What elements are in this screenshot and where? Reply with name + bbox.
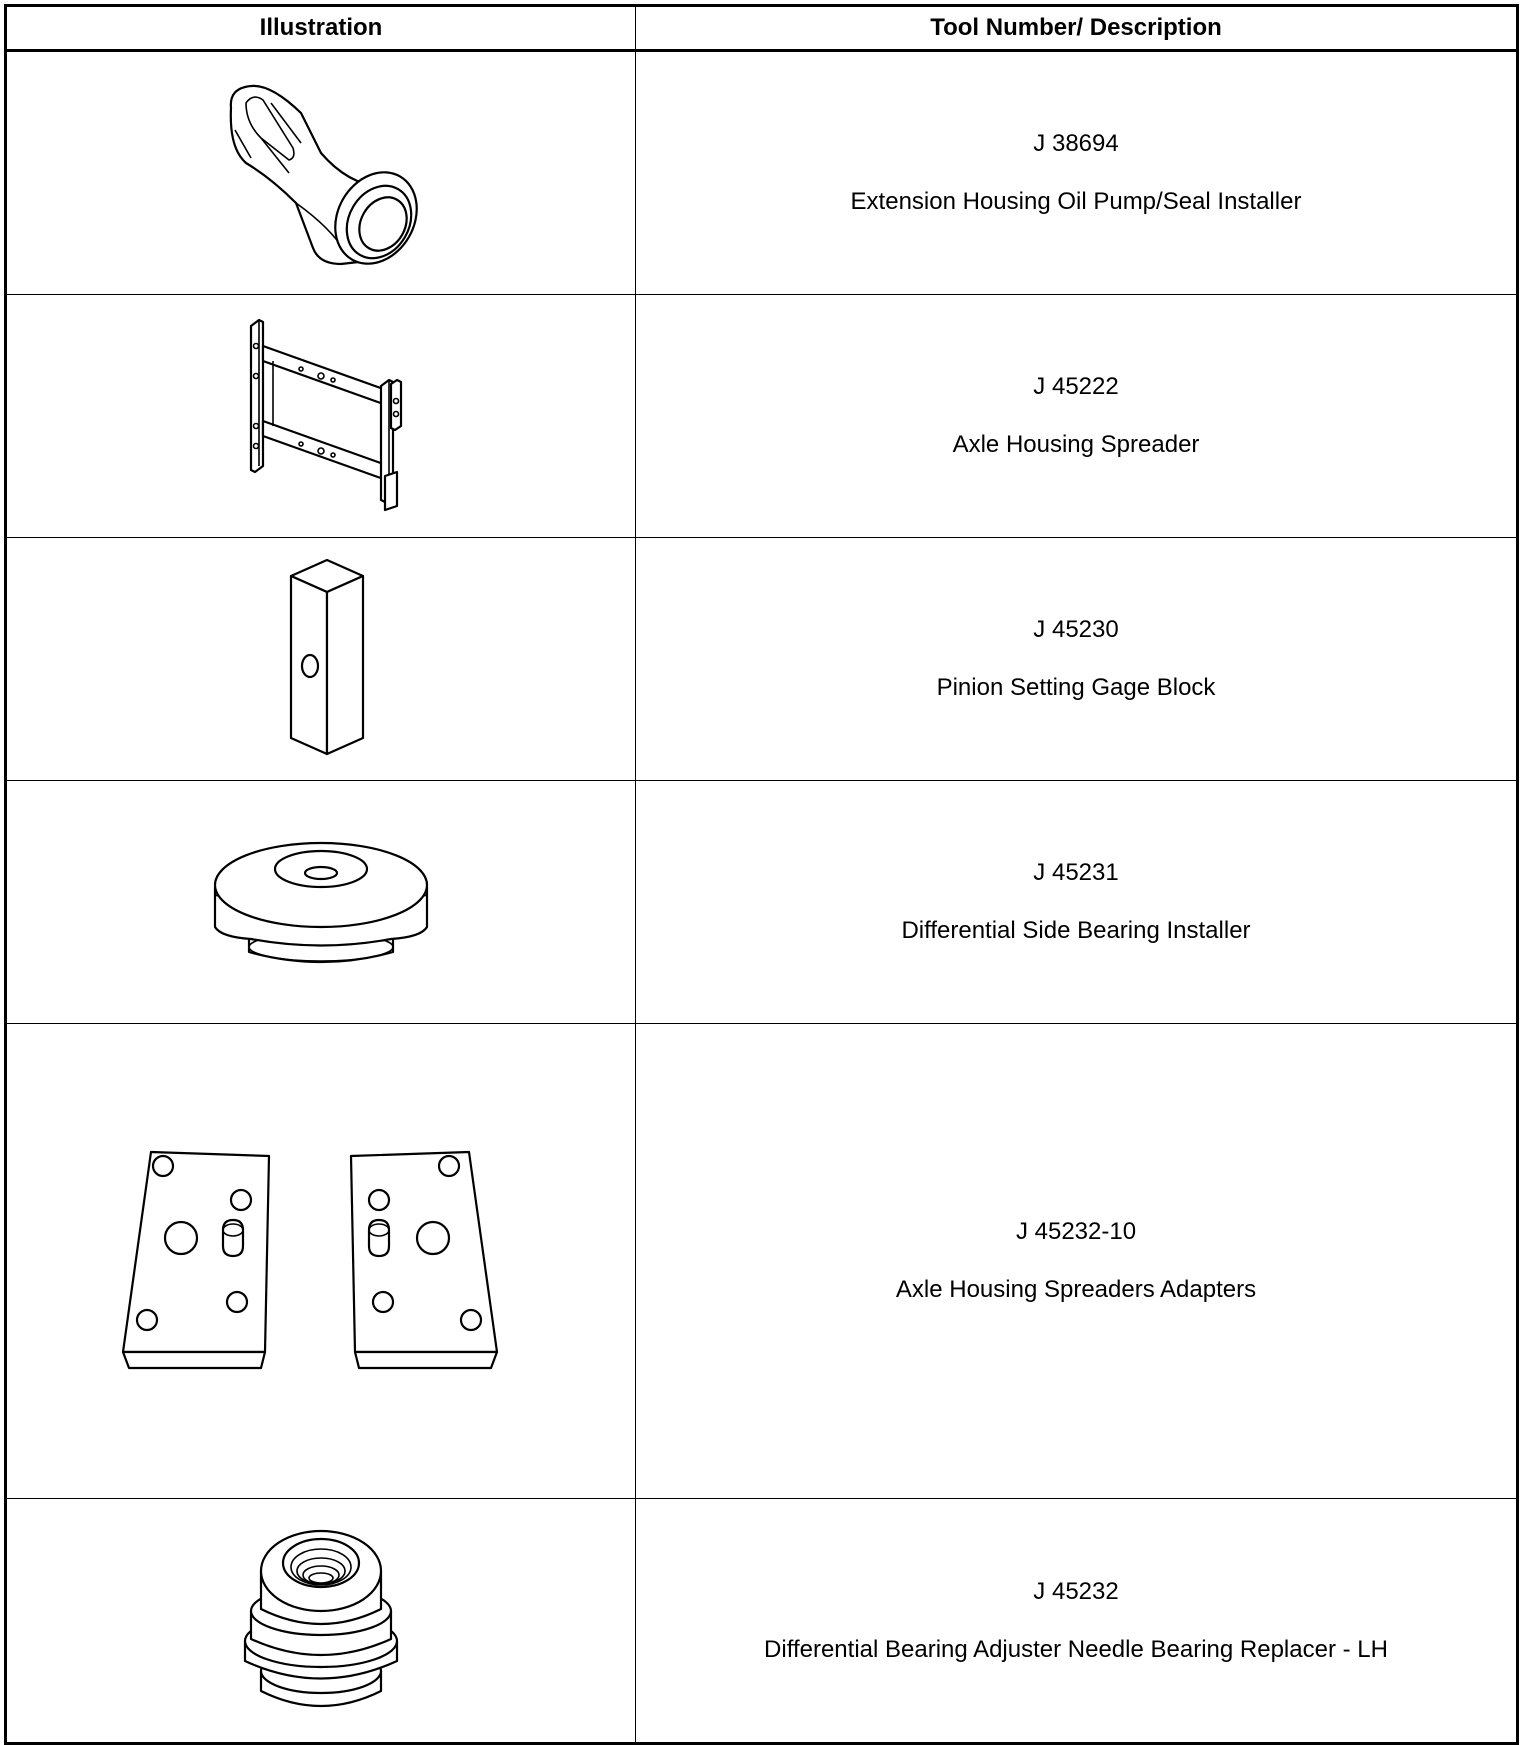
table-row	[6, 538, 1518, 781]
tool-description: Axle Housing Spreader	[952, 431, 1200, 458]
bearing-installer-icon	[211, 827, 431, 977]
tool-description: Extension Housing Oil Pump/Seal Installer	[850, 188, 1302, 215]
tool-cell	[636, 538, 1518, 781]
header-tool-number: Tool Number/ Description	[636, 6, 1518, 51]
header-row	[6, 6, 1518, 51]
table-row	[6, 51, 1518, 295]
table-row	[6, 1499, 1518, 1744]
illustration-cell	[6, 1499, 636, 1744]
table-row	[6, 295, 1518, 538]
tool-number: J 45230	[1033, 616, 1119, 643]
tool-description: Pinion Setting Gage Block	[936, 674, 1216, 701]
tool-cell	[636, 295, 1518, 538]
illustration-cell	[6, 295, 636, 538]
illustration-cell	[6, 781, 636, 1024]
axle-spreader-icon	[221, 306, 421, 526]
table-row	[6, 1024, 1518, 1499]
tool-number: J 45231	[1033, 859, 1119, 886]
table-row	[6, 781, 1518, 1024]
illustration-cell	[6, 1024, 636, 1499]
tool-cell	[636, 1024, 1518, 1499]
tool-description: Differential Side Bearing Installer	[901, 917, 1251, 944]
tool-description: Differential Bearing Adjuster Needle Bearing Replacer - LH	[764, 1635, 1388, 1663]
tool-cell	[636, 781, 1518, 1024]
tool-number: J 38694	[1033, 130, 1119, 157]
tool-number: J 45222	[1033, 373, 1119, 400]
tool-cell	[636, 51, 1518, 295]
gage-block-icon	[271, 554, 371, 764]
tool-sheet	[4, 4, 1516, 1736]
tool-description: Axle Housing Spreaders Adapters	[895, 1276, 1257, 1303]
tool-number: J 45232-10	[1015, 1218, 1137, 1245]
header-illustration: Illustration	[6, 6, 636, 51]
illustration-cell	[6, 51, 636, 295]
tool-cell	[636, 1499, 1518, 1744]
spreader-adapters-icon	[121, 1146, 521, 1376]
needle-bearing-replacer-icon	[231, 1521, 411, 1721]
tool-number: J 45232	[1033, 1577, 1119, 1605]
illustration-cell	[6, 538, 636, 781]
seal-installer-icon	[201, 78, 441, 268]
special-tools-table	[4, 4, 1519, 1745]
